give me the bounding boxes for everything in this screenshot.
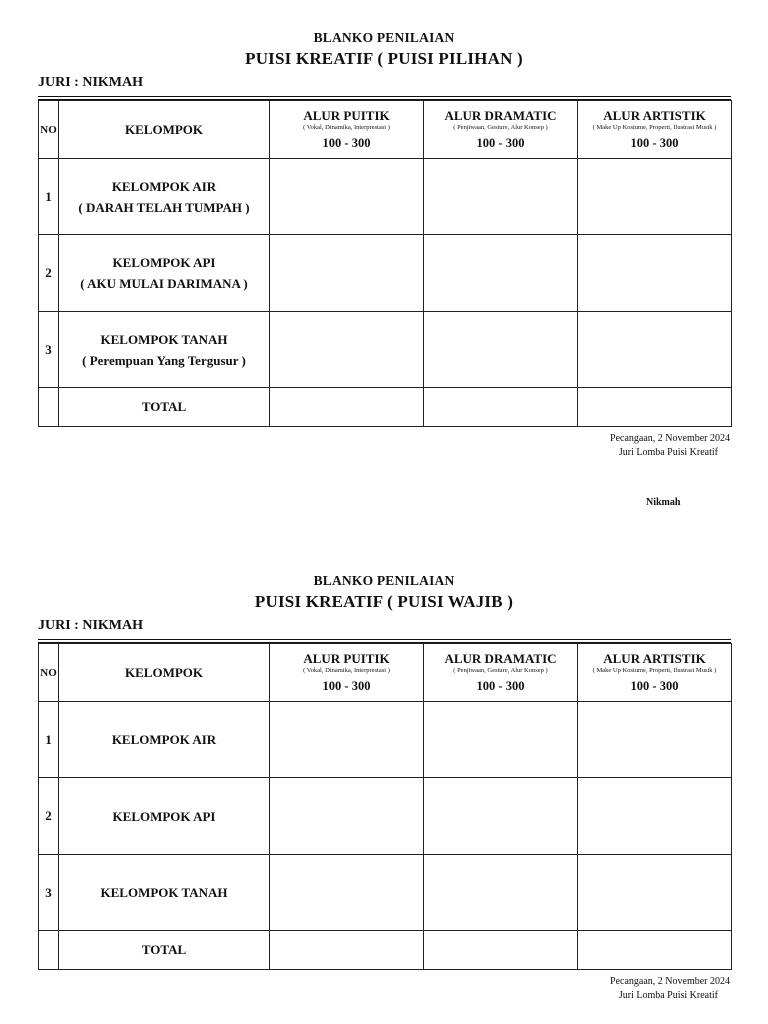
col-header-kelompok: KELOMPOK <box>59 644 270 702</box>
total-label: TOTAL <box>59 388 270 427</box>
form-title: PUISI KREATIF ( PUISI WAJIB ) <box>254 592 514 611</box>
table-row <box>39 235 732 312</box>
form-heading: BLANKO PENILAIAN <box>313 30 455 45</box>
score-cell-puitik[interactable] <box>270 159 424 235</box>
total-row <box>39 388 732 427</box>
score-cell-artistik[interactable] <box>578 855 732 931</box>
total-cell-puitik[interactable] <box>270 931 424 970</box>
form-title: PUISI KREATIF ( PUISI PILIHAN ) <box>245 49 523 68</box>
row-number <box>39 931 59 970</box>
total-cell-dramatic[interactable] <box>424 388 578 427</box>
group-cell <box>59 312 270 388</box>
total-cell-puitik[interactable] <box>270 388 424 427</box>
score-cell-artistik[interactable] <box>578 159 732 235</box>
score-cell-artistik[interactable] <box>578 312 732 388</box>
table-row <box>39 778 732 855</box>
poem-title: ( DARAH TELAH TUMPAH ) <box>78 199 250 215</box>
col-header-kelompok: KELOMPOK <box>59 101 270 159</box>
row-number: 1 <box>39 159 59 235</box>
group-cell <box>59 855 270 931</box>
col-header-no: NO <box>39 101 59 159</box>
col-header-alur-puitik <box>270 644 424 702</box>
place-date: Pecangaan, 2 November 2024 <box>610 976 730 987</box>
score-cell-dramatic[interactable] <box>424 159 578 235</box>
criterion-title: ALUR DRAMATIC <box>444 108 557 123</box>
table-row <box>39 702 732 778</box>
score-cell-dramatic[interactable] <box>424 235 578 312</box>
criterion-range: 100 - 300 <box>630 136 679 150</box>
criterion-subtitle: ( Vokal, Dinamika, Interprestasi ) <box>303 667 390 674</box>
place-date: Pecangaan, 2 November 2024 <box>610 433 730 444</box>
group-name: KELOMPOK API <box>112 255 216 270</box>
signer-role: Juri Lomba Puisi Kreatif <box>618 990 718 1001</box>
row-number: 1 <box>39 702 59 778</box>
signature-block <box>430 432 730 460</box>
col-header-alur-artistik <box>578 101 732 159</box>
score-cell-dramatic[interactable] <box>424 778 578 855</box>
criterion-title: ALUR ARTISTIK <box>603 108 706 123</box>
col-header-alur-puitik <box>270 101 424 159</box>
score-cell-artistik[interactable] <box>578 778 732 855</box>
criterion-title: ALUR ARTISTIK <box>603 651 706 666</box>
table-header-row <box>39 644 732 702</box>
criterion-subtitle: ( Make Up Kostume, Properti, Ilustrasi Musik ) <box>592 124 717 131</box>
group-name: KELOMPOK TANAH <box>100 331 228 347</box>
total-cell-dramatic[interactable] <box>424 931 578 970</box>
signer-name: Nikmah <box>646 497 681 508</box>
criterion-subtitle: ( Penjiwaan, Gesture, Alur Konsep ) <box>453 124 548 131</box>
criterion-range: 100 - 300 <box>322 136 371 150</box>
score-table <box>38 643 732 970</box>
group-cell <box>59 235 270 312</box>
criterion-title: ALUR DRAMATIC <box>444 651 557 666</box>
criterion-range: 100 - 300 <box>476 136 525 150</box>
row-number <box>39 388 59 427</box>
group-cell <box>59 159 270 235</box>
group-cell <box>59 702 270 778</box>
criterion-range: 100 - 300 <box>476 679 525 693</box>
group-cell <box>59 778 270 855</box>
poem-title: ( Perempuan Yang Tergusur ) <box>82 352 246 368</box>
table-row <box>39 312 732 388</box>
score-cell-artistik[interactable] <box>578 702 732 778</box>
col-header-alur-artistik <box>578 644 732 702</box>
row-number: 2 <box>39 778 59 855</box>
criterion-title: ALUR PUITIK <box>303 651 390 666</box>
group-name: KELOMPOK TANAH <box>100 885 228 900</box>
score-cell-dramatic[interactable] <box>424 855 578 931</box>
criterion-subtitle: ( Make Up Kostume, Properti, Ilustrasi Musik ) <box>592 667 717 674</box>
score-cell-puitik[interactable] <box>270 312 424 388</box>
score-cell-artistik[interactable] <box>578 235 732 312</box>
criterion-range: 100 - 300 <box>322 679 371 693</box>
criterion-subtitle: ( Penjiwaan, Gesture, Alur Konsep ) <box>453 667 548 674</box>
group-name: KELOMPOK AIR <box>111 178 217 194</box>
group-name: KELOMPOK API <box>112 808 216 824</box>
score-cell-puitik[interactable] <box>270 778 424 855</box>
score-cell-dramatic[interactable] <box>424 702 578 778</box>
row-number: 3 <box>39 312 59 388</box>
juri-label: JURI : NIKMAH <box>38 75 143 90</box>
score-cell-dramatic[interactable] <box>424 312 578 388</box>
criterion-subtitle: ( Vokal, Dinamika, Interprestasi ) <box>303 124 390 131</box>
total-row <box>39 931 732 970</box>
col-header-no: NO <box>39 644 59 702</box>
row-number: 2 <box>39 235 59 312</box>
total-label: TOTAL <box>59 931 270 970</box>
score-cell-puitik[interactable] <box>270 235 424 312</box>
signature-block <box>430 975 730 1003</box>
table-row <box>39 855 732 931</box>
table-header-row <box>39 101 732 159</box>
poem-title: ( AKU MULAI DARIMANA ) <box>80 276 248 291</box>
score-cell-puitik[interactable] <box>270 855 424 931</box>
juri-label: JURI : NIKMAH <box>38 618 143 633</box>
criterion-range: 100 - 300 <box>630 679 679 693</box>
table-row <box>39 159 732 235</box>
score-table <box>38 100 732 427</box>
col-header-alur-dramatic <box>424 101 578 159</box>
score-cell-puitik[interactable] <box>270 702 424 778</box>
criterion-title: ALUR PUITIK <box>303 108 390 123</box>
signer-role: Juri Lomba Puisi Kreatif <box>618 447 718 458</box>
group-name: KELOMPOK AIR <box>111 732 217 747</box>
col-header-alur-dramatic <box>424 644 578 702</box>
form-heading: BLANKO PENILAIAN <box>313 573 455 588</box>
row-number: 3 <box>39 855 59 931</box>
total-cell-artistik[interactable] <box>578 388 732 427</box>
total-cell-artistik[interactable] <box>578 931 732 970</box>
